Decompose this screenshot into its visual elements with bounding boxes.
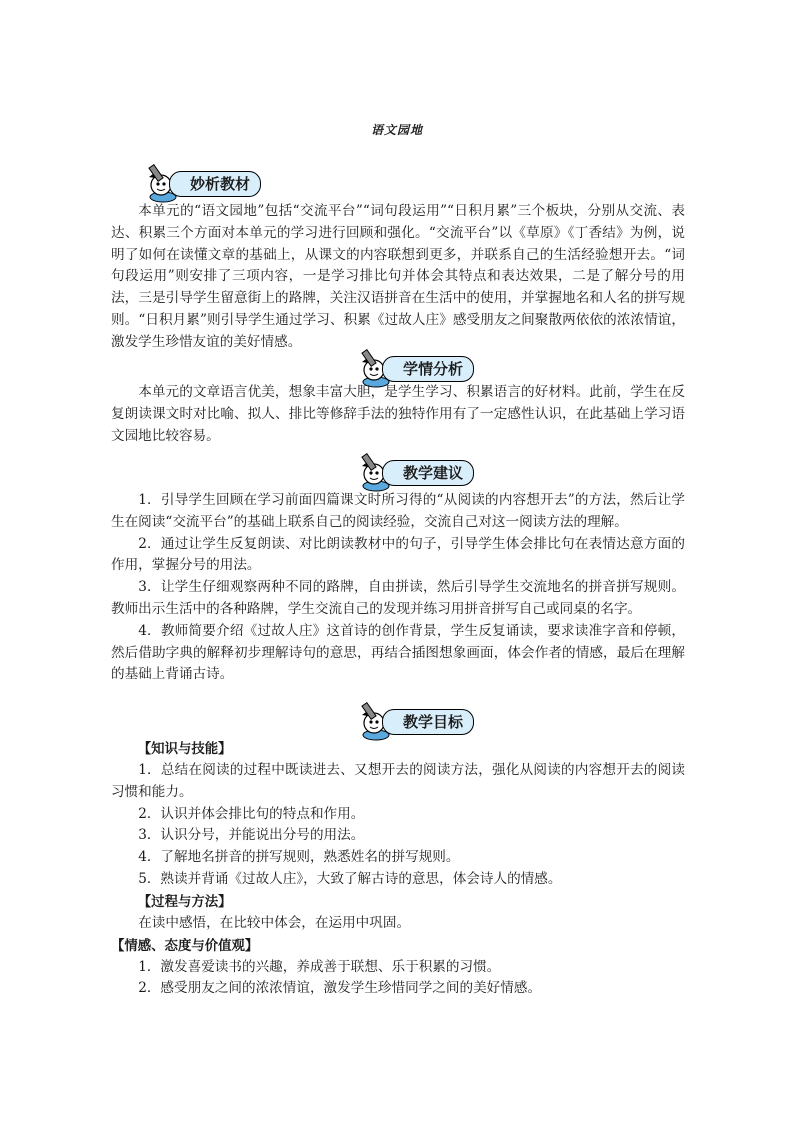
- section-heading-analysis: [141, 163, 261, 203]
- list-item: 2．通过让学生反复朗读、对比朗读教材中的句子，引导学生体会排比句在表情达意方面的作用，掌握分号的用法。: [111, 535, 685, 574]
- section-body-analysis: [111, 201, 685, 354]
- list-item: 2．感受朋友之间的浓浓情谊，激发学生珍惜同学之间的美好情感。: [138, 980, 542, 997]
- section-heading-teaching-objectives: [354, 701, 474, 741]
- list-item: 5．熟读并背诵《过故人庄》，大致了解古诗的意思，体会诗人的情感。: [138, 870, 562, 887]
- list-item: 2．认识并体会排比句的特点和作用。: [138, 805, 365, 822]
- list-item: 3．认识分号，并能说出分号的用法。: [138, 827, 365, 844]
- section-body-learner-analysis: [111, 382, 685, 447]
- subheading-process-methods: 【过程与方法】: [137, 893, 232, 910]
- section-body-teaching-suggestions: [111, 490, 685, 686]
- list-item: 4．教师简要介绍《过故人庄》这首诗的创作背景，学生反复诵读，要求读准字音和停顿，然后借助字典的解释初步理解诗句的意思，再结合插图想象画面，体会作者的情感，最后在理解的基础上背诵古诗。: [111, 622, 685, 683]
- section-heading-teaching-suggestions: [354, 452, 474, 492]
- list-item: 1．引导学生回顾在学习前面四篇课文时所习得的“从阅读的内容想开去”的方法，然后让学生在阅读“交流平台”的基础上联系自己的阅读经验，交流自己对这一阅读方法的理解。: [111, 492, 685, 530]
- list-item: 1．总结在阅读的过程中既读进去、又想开去的阅读方法，强化从阅读的内容想开去的阅读习惯和能力。: [111, 762, 685, 800]
- paragraph: 在读中感悟，在比较中体会，在运用中巩固。: [138, 914, 411, 931]
- subheading-emotion-values: 【情感、态度与价值观】: [111, 937, 259, 954]
- list-item: 4．了解地名拼音的拼写规则，熟悉姓名的拼写规则。: [138, 849, 460, 866]
- subheading-knowledge-skills: 【知识与技能】: [137, 741, 232, 757]
- section-heading-label: 教学目标: [382, 709, 474, 735]
- section-heading-label: 教学建议: [382, 460, 474, 486]
- section-body-teaching-objectives: [111, 738, 685, 1000]
- page-title: 语文园地: [370, 123, 423, 137]
- paragraph: 本单元的“语文园地”包括“交流平台”“词句段运用”“日积月累”三个板块，分别从交流、表达、积累三个方面对本单元的学习进行回顾和强化。“交流平台”以《草原》《丁香结》为例，说明了如何在读懂文章的基础上，从课文的内容联想到更多，并联系自己的生活经验想开去。“词句段运用”则安排了三项内容，一是学习排比句并体会其特点和表达效果，二是了解分号的用法，三是引导学生留意街上的路牌，关注汉语拼音在生活中的使用，并掌握地名和人名的拼写规则。“日积月累”则引导学生通过学习、积累《过故人庄》感受朋友之间聚散两依依的浓浓情谊，激发学生珍惜友谊的美好情感。: [111, 203, 685, 350]
- section-heading-label: 妙析教材: [169, 171, 261, 197]
- paragraph: 本单元的文章语言优美，想象丰富大胆，是学生学习、积累语言的好材料。此前，学生在反复朗读课文时对比喻、拟人、排比等修辞手法的独特作用有了一定感性认识，在此基础上学习语文园地比较容易。: [111, 384, 685, 444]
- section-heading-label: 学情分析: [382, 356, 474, 382]
- list-item: 1．激发喜爱读书的兴趣，养成善于联想、乐于积累的习惯。: [138, 958, 501, 975]
- list-item: 3．让学生仔细观察两种不同的路牌，自由拼读，然后引导学生交流地名的拼音拼写规则。教师出示生活中的各种路牌，学生交流自己的发现并练习用拼音拼写自己或同桌的名字。: [111, 579, 685, 617]
